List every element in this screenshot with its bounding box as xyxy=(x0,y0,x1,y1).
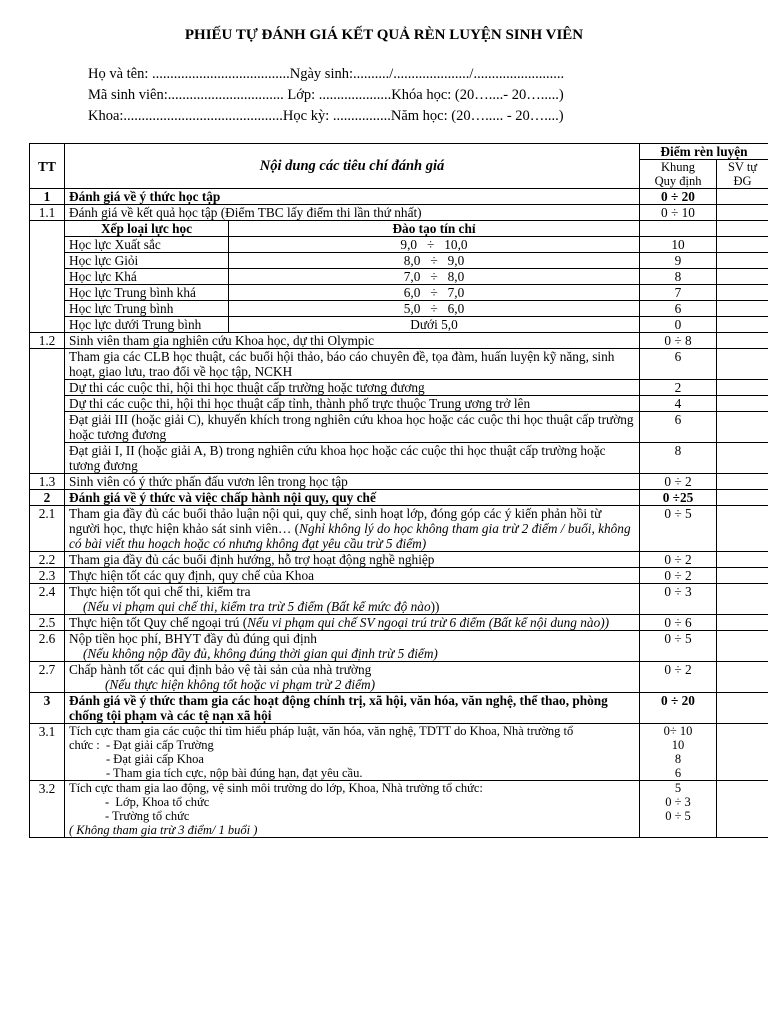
table-row xyxy=(30,253,768,269)
header-self-line1: SV tự xyxy=(727,160,758,174)
row-text: Đánh giá về ý thức và việc chấp hành nội quy, quy chế xyxy=(65,490,640,506)
self-eval-cell[interactable] xyxy=(717,301,768,317)
score-line: 8 xyxy=(674,752,682,766)
row-tt: 2.5 xyxy=(30,615,65,631)
score-line: 6 xyxy=(674,766,682,780)
row-text xyxy=(65,506,640,552)
table-row xyxy=(30,269,768,285)
info-line-student-id-class: Mã sinh viên:................................ Lớp: ....................Khóa học: (20…....- 20….....) xyxy=(88,87,564,103)
row-score: 10 xyxy=(640,237,717,253)
self-eval-cell[interactable] xyxy=(717,631,768,662)
self-eval-cell[interactable] xyxy=(717,269,768,285)
table-row xyxy=(30,568,768,584)
self-eval-cell[interactable] xyxy=(717,285,768,301)
self-eval-cell[interactable] xyxy=(717,506,768,552)
table-row xyxy=(30,237,768,253)
grade-name: Học lực Giỏi xyxy=(65,253,229,269)
score-line: 0 ÷ 5 xyxy=(665,809,691,823)
row-score: 0 ÷25 xyxy=(640,490,717,506)
row-text: Tham gia các CLB học thuật, các buổi hội thảo, báo cáo chuyên đề, tọa đàm, huấn luyện kỹ năng, sinh hoạt, giao lưu, trao đổi về học tập, NCKH xyxy=(65,349,640,380)
grade-range: 6,0 ÷ 7,0 xyxy=(229,285,640,301)
header-frame-line2: Quy định xyxy=(654,174,702,188)
table-row xyxy=(30,412,768,443)
header-content: Nội dung các tiêu chí đánh giá xyxy=(65,144,640,189)
row-score: 0 ÷ 20 xyxy=(640,693,717,724)
row-score: 0 ÷ 2 xyxy=(640,474,717,490)
row-line: - Trường tổ chức xyxy=(105,809,190,823)
row-text xyxy=(65,781,640,838)
row-tt: 1.1 xyxy=(30,205,65,221)
table-row xyxy=(30,380,768,396)
self-eval-cell[interactable] xyxy=(717,490,768,506)
grade-name: Học lực Trung bình khá xyxy=(65,285,229,301)
table-row xyxy=(30,781,768,838)
self-eval-cell[interactable] xyxy=(717,781,768,838)
row-line: ( Không tham gia trừ 3 điểm/ 1 buổi ) xyxy=(69,823,258,837)
row-score: 8 xyxy=(640,269,717,285)
table-row xyxy=(30,285,768,301)
table-row xyxy=(30,724,768,781)
table-row xyxy=(30,490,768,506)
table-row xyxy=(30,333,768,349)
grade-range: 8,0 ÷ 9,0 xyxy=(229,253,640,269)
table-row xyxy=(30,349,768,380)
score-line: 0 ÷ 3 xyxy=(665,795,691,809)
self-eval-cell[interactable] xyxy=(717,380,768,396)
row-text xyxy=(65,615,640,631)
page-title: PHIẾU TỰ ĐÁNH GIÁ KẾT QUẢ RÈN LUYỆN SINH VIÊN xyxy=(184,27,584,43)
row-tt: 2.3 xyxy=(30,568,65,584)
grade-range: Dưới 5,0 xyxy=(229,317,640,333)
self-eval-cell[interactable] xyxy=(717,205,768,221)
row-tt: 1.2 xyxy=(30,333,65,349)
table-row xyxy=(30,205,768,221)
row-score: 6 xyxy=(640,412,717,443)
row-tt: 1 xyxy=(30,189,65,205)
row-text-note: (Nếu không nộp đầy đủ, không đúng thời gian qui định trừ 5 điểm) xyxy=(83,646,438,661)
row-line: chức : - Đạt giải cấp Trường xyxy=(69,738,214,752)
table-row xyxy=(30,474,768,490)
row-text-note: (Nếu thực hiện không tốt hoặc vi phạm trừ 2 điểm) xyxy=(105,677,376,692)
table-header-row xyxy=(30,144,768,160)
row-score xyxy=(640,221,717,237)
self-eval-cell[interactable] xyxy=(717,474,768,490)
row-text-note xyxy=(69,599,635,614)
row-tt: 2.2 xyxy=(30,552,65,568)
row-tt: 2.4 xyxy=(30,584,65,615)
row-line: Tích cực tham gia các cuộc thi tìm hiểu pháp luật, văn hóa, văn nghệ, TDTT do Khoa, Nhà trường tổ xyxy=(69,724,574,738)
self-eval-cell[interactable] xyxy=(717,412,768,443)
grade-name: Học lực Trung bình xyxy=(65,301,229,317)
self-eval-cell[interactable] xyxy=(717,396,768,412)
row-text xyxy=(65,584,640,615)
row-score: 0 ÷ 5 xyxy=(640,506,717,552)
header-self-line2: ĐG xyxy=(733,174,752,188)
table-row xyxy=(30,317,768,333)
grade-range: 5,0 ÷ 6,0 xyxy=(229,301,640,317)
row-tt: 2.6 xyxy=(30,631,65,662)
row-text-note: Nghỉ không lý do học không tham gia trừ 2 điểm / buổi, không có bài viết thu hoạch hoặc có nhưng không đạt yêu cầu trừ 5 điểm) xyxy=(69,521,631,551)
row-text xyxy=(65,631,640,662)
row-note-b: Bất kể mức độ nào xyxy=(331,599,431,614)
header-tt: TT xyxy=(30,144,65,189)
self-eval-cell[interactable] xyxy=(717,662,768,693)
self-eval-cell[interactable] xyxy=(717,221,768,237)
score-line: 10 xyxy=(671,738,685,752)
row-tt: 3 xyxy=(30,693,65,724)
row-text: Đạt giải III (hoặc giải C), khuyến khích trong nghiên cứu khoa học hoặc các cuộc thi học thuật cấp trường hoặc tương đương xyxy=(65,412,640,443)
table-row xyxy=(30,301,768,317)
row-text-main: Thực hiện tốt Quy chế ngoại trú ( xyxy=(69,615,248,630)
row-score: 0 ÷ 2 xyxy=(640,662,717,693)
row-text: Dự thi các cuộc thi, hội thi học thuật cấp tỉnh, thành phố trực thuộc Trung ương trở lên xyxy=(65,396,640,412)
self-eval-cell[interactable] xyxy=(717,237,768,253)
row-score: 0 ÷ 20 xyxy=(640,189,717,205)
header-frame xyxy=(640,160,717,189)
row-score: 2 xyxy=(640,380,717,396)
self-eval-cell[interactable] xyxy=(717,443,768,474)
row-line: - Lớp, Khoa tổ chức xyxy=(105,795,210,809)
grade-name: Học lực dưới Trung bình xyxy=(65,317,229,333)
info-line-faculty-term: Khoa:............................................Học kỳ: ................Năm học: (20…..... - 20…....) xyxy=(88,108,564,124)
row-tt: 3.2 xyxy=(30,781,65,838)
row-score: 0 ÷ 3 xyxy=(640,584,717,615)
self-eval-cell[interactable] xyxy=(717,724,768,781)
row-text xyxy=(65,724,640,781)
table-row xyxy=(30,631,768,662)
self-eval-cell[interactable] xyxy=(717,584,768,615)
grade-header-right: Đào tạo tín chỉ xyxy=(229,221,640,237)
row-score: 0 ÷ 2 xyxy=(640,552,717,568)
row-score: 6 xyxy=(640,349,717,380)
row-tt: 3.1 xyxy=(30,724,65,781)
row-text: Đạt giải I, II (hoặc giải A, B) trong nghiên cứu khoa học hoặc các cuộc thi học thuật cấp trường hoặc tương đương xyxy=(65,443,640,474)
grade-header-left: Xếp loại lực học xyxy=(65,221,229,237)
evaluation-table xyxy=(29,143,768,838)
self-eval-cell[interactable] xyxy=(717,693,768,724)
row-score: 6 xyxy=(640,301,717,317)
header-frame-line1: Khung xyxy=(660,160,696,174)
row-tt xyxy=(30,349,65,474)
self-eval-cell[interactable] xyxy=(717,189,768,205)
table-row xyxy=(30,506,768,552)
table-row xyxy=(30,662,768,693)
row-score: 8 xyxy=(640,443,717,474)
table-row xyxy=(30,396,768,412)
row-score: 9 xyxy=(640,253,717,269)
row-score: 0 ÷ 8 xyxy=(640,333,717,349)
table-row xyxy=(30,552,768,568)
row-line: - Tham gia tích cực, nộp bài đúng hạn, đạt yêu cầu. xyxy=(106,766,363,780)
score-line: 5 xyxy=(674,781,682,795)
self-eval-cell[interactable] xyxy=(717,615,768,631)
row-tt: 1.3 xyxy=(30,474,65,490)
row-text: Thực hiện tốt các quy định, quy chế của Khoa xyxy=(65,568,640,584)
row-text xyxy=(65,662,640,693)
row-text-main: Nộp tiền học phí, BHYT đầy đủ đúng qui định xyxy=(69,631,317,646)
row-score: 0 ÷ 10 xyxy=(640,205,717,221)
row-text: Sinh viên tham gia nghiên cứu Khoa học, dự thi Olympic xyxy=(65,333,640,349)
self-eval-cell[interactable] xyxy=(717,349,768,380)
row-text-main: Tham gia đầy đủ các buổi thảo luận nội qui, quy chế, sinh hoạt lớp, đóng góp các ý kiến phản hồi từ người học, thực hiện khảo sát sinh viên… ( xyxy=(69,506,602,536)
row-score: 7 xyxy=(640,285,717,301)
info-line-name-dob: Họ và tên: ......................................Ngày sinh:........../...................../......................... xyxy=(88,66,565,82)
row-score xyxy=(640,781,717,838)
row-score: 0 ÷ 6 xyxy=(640,615,717,631)
row-tt: 2.1 xyxy=(30,506,65,552)
row-tt: 2.7 xyxy=(30,662,65,693)
grade-range: 7,0 ÷ 8,0 xyxy=(229,269,640,285)
row-text: Đánh giá về ý thức học tập xyxy=(65,189,640,205)
self-eval-cell[interactable] xyxy=(717,333,768,349)
row-text-note: Nếu vi phạm qui chế SV ngoại trú trừ 6 điểm (Bất kể nội dung nào)) xyxy=(247,615,610,630)
row-tt: 2 xyxy=(30,490,65,506)
score-line: 0÷ 10 xyxy=(663,724,693,738)
row-text: Đánh giá về kết quả học tập (Điểm TBC lấy điểm thi lần thứ nhất) xyxy=(65,205,640,221)
row-note-c: )) xyxy=(430,599,440,614)
self-eval-cell[interactable] xyxy=(717,552,768,568)
row-text: Sinh viên có ý thức phấn đấu vươn lên trong học tập xyxy=(65,474,640,490)
table-row xyxy=(30,189,768,205)
row-tt xyxy=(30,221,65,333)
row-text-main: Thực hiện tốt qui chế thi, kiểm tra xyxy=(69,584,251,599)
header-self-eval xyxy=(717,160,768,189)
table-row xyxy=(30,443,768,474)
row-line: - Đạt giải cấp Khoa xyxy=(106,752,204,766)
table-row xyxy=(30,615,768,631)
table-row xyxy=(30,584,768,615)
row-score xyxy=(640,724,717,781)
self-eval-cell[interactable] xyxy=(717,317,768,333)
header-score-group: Điểm rèn luyện xyxy=(640,144,768,160)
row-text: Dự thi các cuộc thi, hội thi học thuật cấp trường hoặc tương đương xyxy=(65,380,640,396)
row-score: 4 xyxy=(640,396,717,412)
row-score: 0 ÷ 5 xyxy=(640,631,717,662)
self-eval-cell[interactable] xyxy=(717,253,768,269)
row-text-main: Chấp hành tốt các qui định bảo vệ tài sản của nhà trường xyxy=(69,662,372,677)
row-note-a: (Nếu vi phạm qui chế thi, kiểm tra trừ 5 điểm ( xyxy=(83,599,332,614)
row-text: Tham gia đầy đủ các buổi định hướng, hỗ trợ hoạt động nghề nghiệp xyxy=(65,552,640,568)
table-row xyxy=(30,693,768,724)
grade-name: Học lực Xuất sắc xyxy=(65,237,229,253)
grade-range: 9,0 ÷ 10,0 xyxy=(229,237,640,253)
row-text: Đánh giá về ý thức tham gia các hoạt động chính trị, xã hội, văn hóa, văn nghệ, thể thao, phòng chống tội phạm và các tệ nạn xã hội xyxy=(65,693,640,724)
row-score: 0 ÷ 2 xyxy=(640,568,717,584)
self-eval-cell[interactable] xyxy=(717,568,768,584)
row-line: Tích cực tham gia lao động, vệ sinh môi trường do lớp, Khoa, Nhà trường tổ chức: xyxy=(69,781,483,795)
table-row xyxy=(30,221,768,237)
grade-name: Học lực Khá xyxy=(65,269,229,285)
row-score: 0 xyxy=(640,317,717,333)
